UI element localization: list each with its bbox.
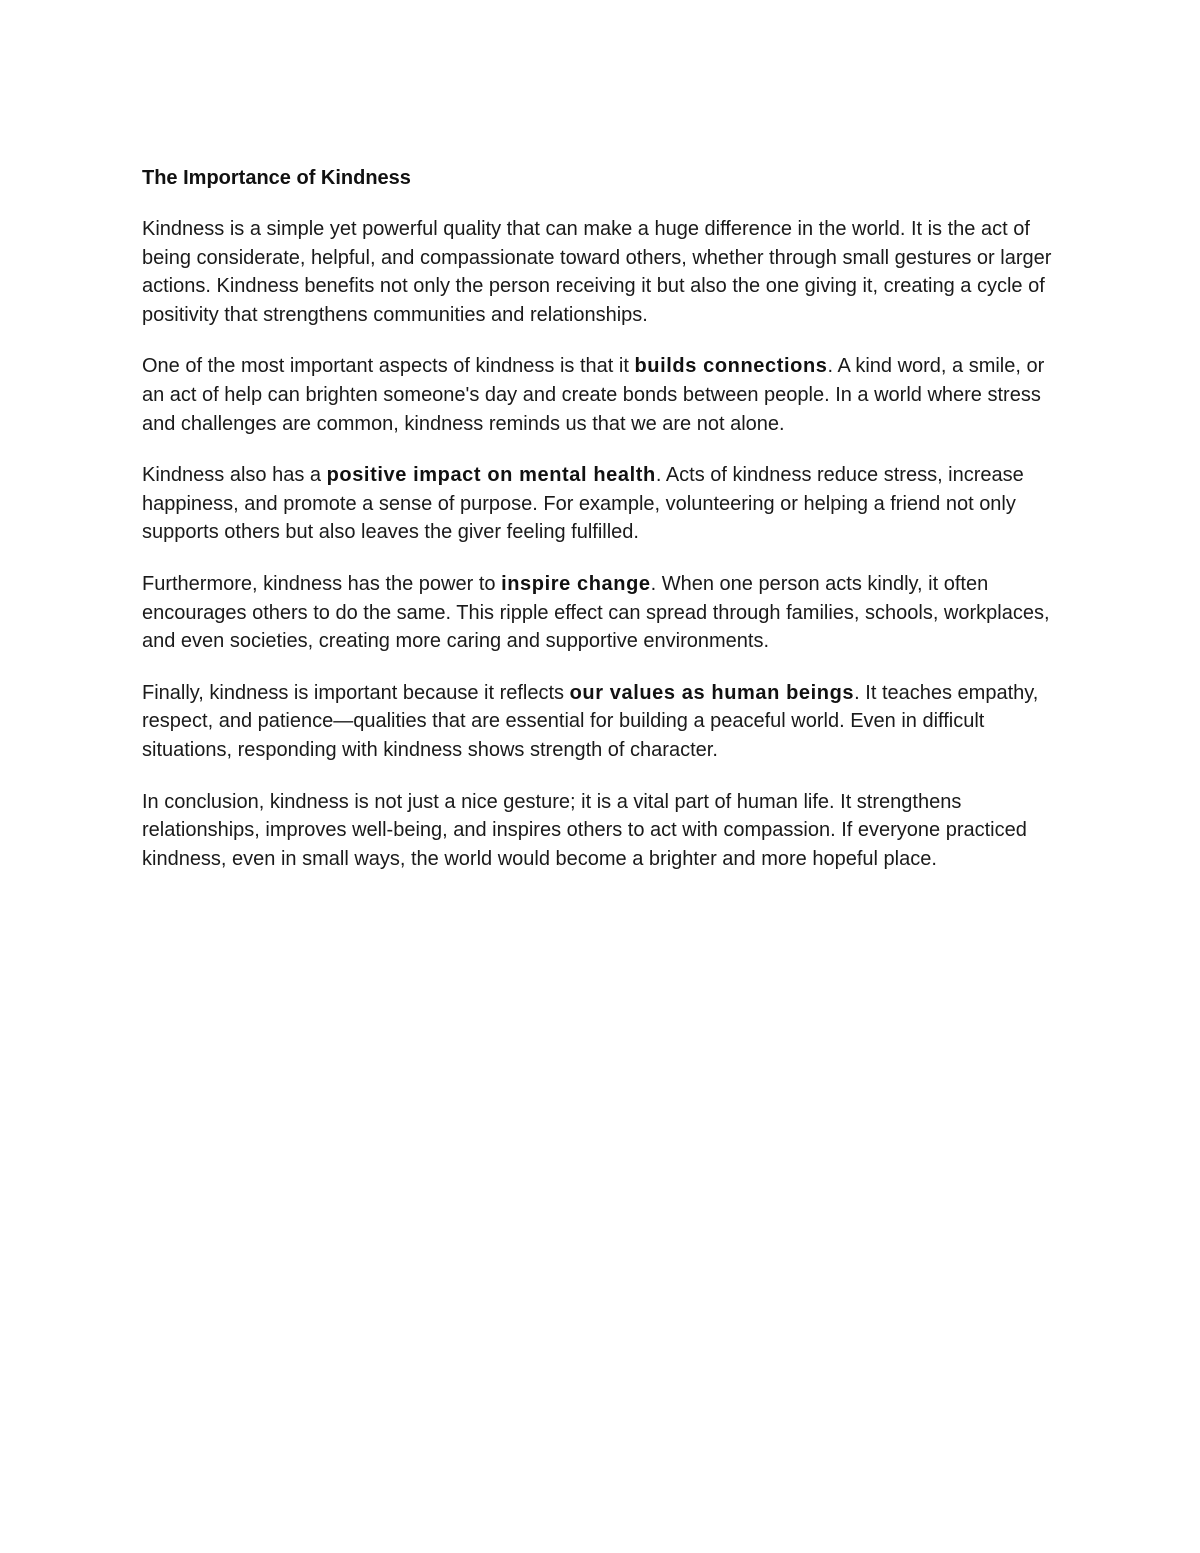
paragraph-conclusion [142,788,1062,874]
paragraph-text: . When one person acts kindly, it often encourages others to do the same. This ripple effect can spread through families, schools, workplaces, and even societies, creating more caring and supportive environments. [142,572,1050,653]
paragraph-text: One of the most important aspects of kindness is that it [142,355,635,378]
paragraph-text: Kindness is a simple yet powerful quality that can make a huge difference in the world. It is the act of being considerate, helpful, and compassionate toward others, whether through small gestures or larger actions. Kindness benefits not only the person receiving it but also the one giving it, creating a cycle of positivity that strengthens communities and relationships. [142,218,1052,326]
emphasis-text: positive impact on mental health [326,464,656,487]
paragraph-text: Kindness also has a [142,464,327,487]
paragraph-text: . It teaches empathy, respect, and patience—qualities that are essential for building a peaceful world. Even in difficult situations, responding with kindness shows strength of character. [142,681,1039,761]
paragraph-connections [142,352,1062,438]
paragraph-introduction [142,215,1062,329]
document-title: The Importance of Kindness [142,167,411,189]
paragraph-text: Finally, kindness is important because it reflects [142,681,570,704]
emphasis-text: builds connections [634,355,828,378]
emphasis-text: our values as human beings [569,681,855,704]
paragraph-text: . Acts of kindness reduce stress, increase happiness, and promote a sense of purpose. For example, volunteering or helping a friend not only supports others but also leaves the giver feeling fulfilled. [142,464,1024,544]
document-body [142,164,1062,896]
paragraph-mental-health [142,461,1062,547]
paragraph-text: In conclusion, kindness is not just a nice gesture; it is a vital part of human life. It strengthens relationships, improves well-being, and inspires others to act with compassion. If everyone practiced kindness, even in small ways, the world would become a brighter and more hopeful place. [142,790,1027,870]
paragraph-inspire-change [142,570,1062,656]
paragraph-text: . A kind word, a smile, or an act of help can brighten someone's day and create bonds between people. In a world where stress and challenges are common, kindness reminds us that we are not alone. [142,355,1045,435]
paragraph-values [142,679,1062,765]
paragraph-text: Furthermore, kindness has the power to [142,572,502,595]
emphasis-text: inspire change [501,572,651,595]
